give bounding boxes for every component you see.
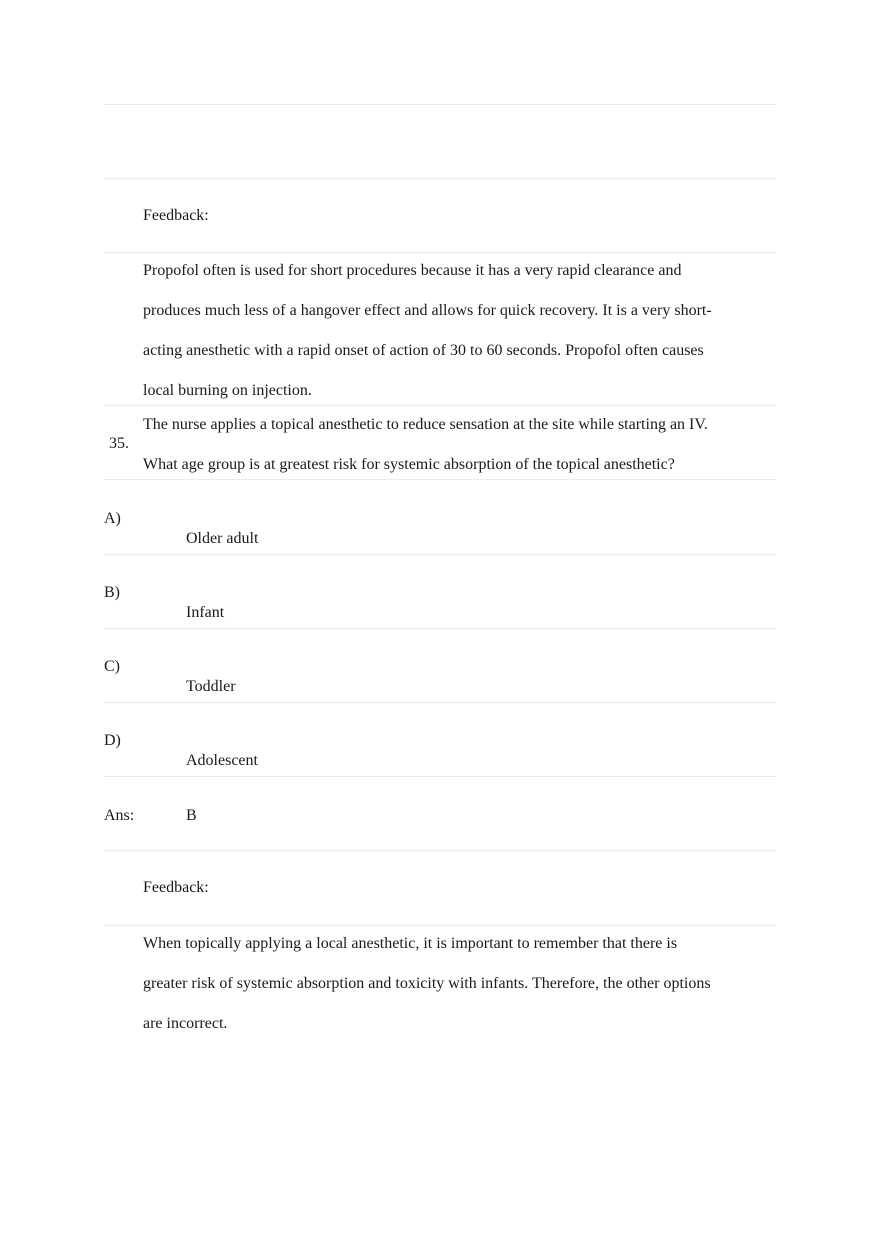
option-c-text: Toddler <box>186 678 236 695</box>
divider <box>104 702 776 703</box>
divider <box>104 776 776 777</box>
prev-feedback-line: produces much less of a hangover effect and allows for quick recovery. It is a very short- <box>143 302 712 319</box>
divider <box>104 178 776 179</box>
prev-feedback-line: Propofol often is used for short procedures because it has a very rapid clearance and <box>143 262 682 279</box>
answer-label: Ans: <box>104 807 135 824</box>
prev-feedback-text <box>143 251 763 411</box>
option-b-text: Infant <box>186 604 225 621</box>
question-stem-line: The nurse applies a topical anesthetic to reduce sensation at the site while starting an IV. <box>143 416 708 433</box>
feedback-heading: Feedback: <box>143 879 209 896</box>
feedback-line: When topically applying a local anesthetic, it is important to remember that there is <box>143 935 678 952</box>
divider <box>104 850 776 851</box>
question-stem-line: What age group is at greatest risk for systemic absorption of the topical anesthetic? <box>143 456 675 473</box>
prev-feedback-heading: Feedback: <box>143 207 209 224</box>
divider <box>104 628 776 629</box>
divider <box>104 479 776 480</box>
option-a-letter: A) <box>104 510 121 527</box>
prev-feedback-line: acting anesthetic with a rapid onset of action of 30 to 60 seconds. Propofol often causes <box>143 342 704 359</box>
option-a-text: Older adult <box>186 530 259 547</box>
divider <box>104 554 776 555</box>
feedback-line: are incorrect. <box>143 1015 228 1032</box>
option-d-text: Adolescent <box>186 752 258 769</box>
option-d-letter: D) <box>104 732 121 749</box>
prev-feedback-line: local burning on injection. <box>143 382 312 399</box>
question-number: 35. <box>109 435 129 452</box>
option-c-letter: C) <box>104 658 120 675</box>
answer-value: B <box>186 807 197 824</box>
feedback-line: greater risk of systemic absorption and toxicity with infants. Therefore, the other options <box>143 975 711 992</box>
feedback-text <box>143 924 763 1044</box>
option-b-letter: B) <box>104 584 120 601</box>
divider <box>104 104 776 105</box>
